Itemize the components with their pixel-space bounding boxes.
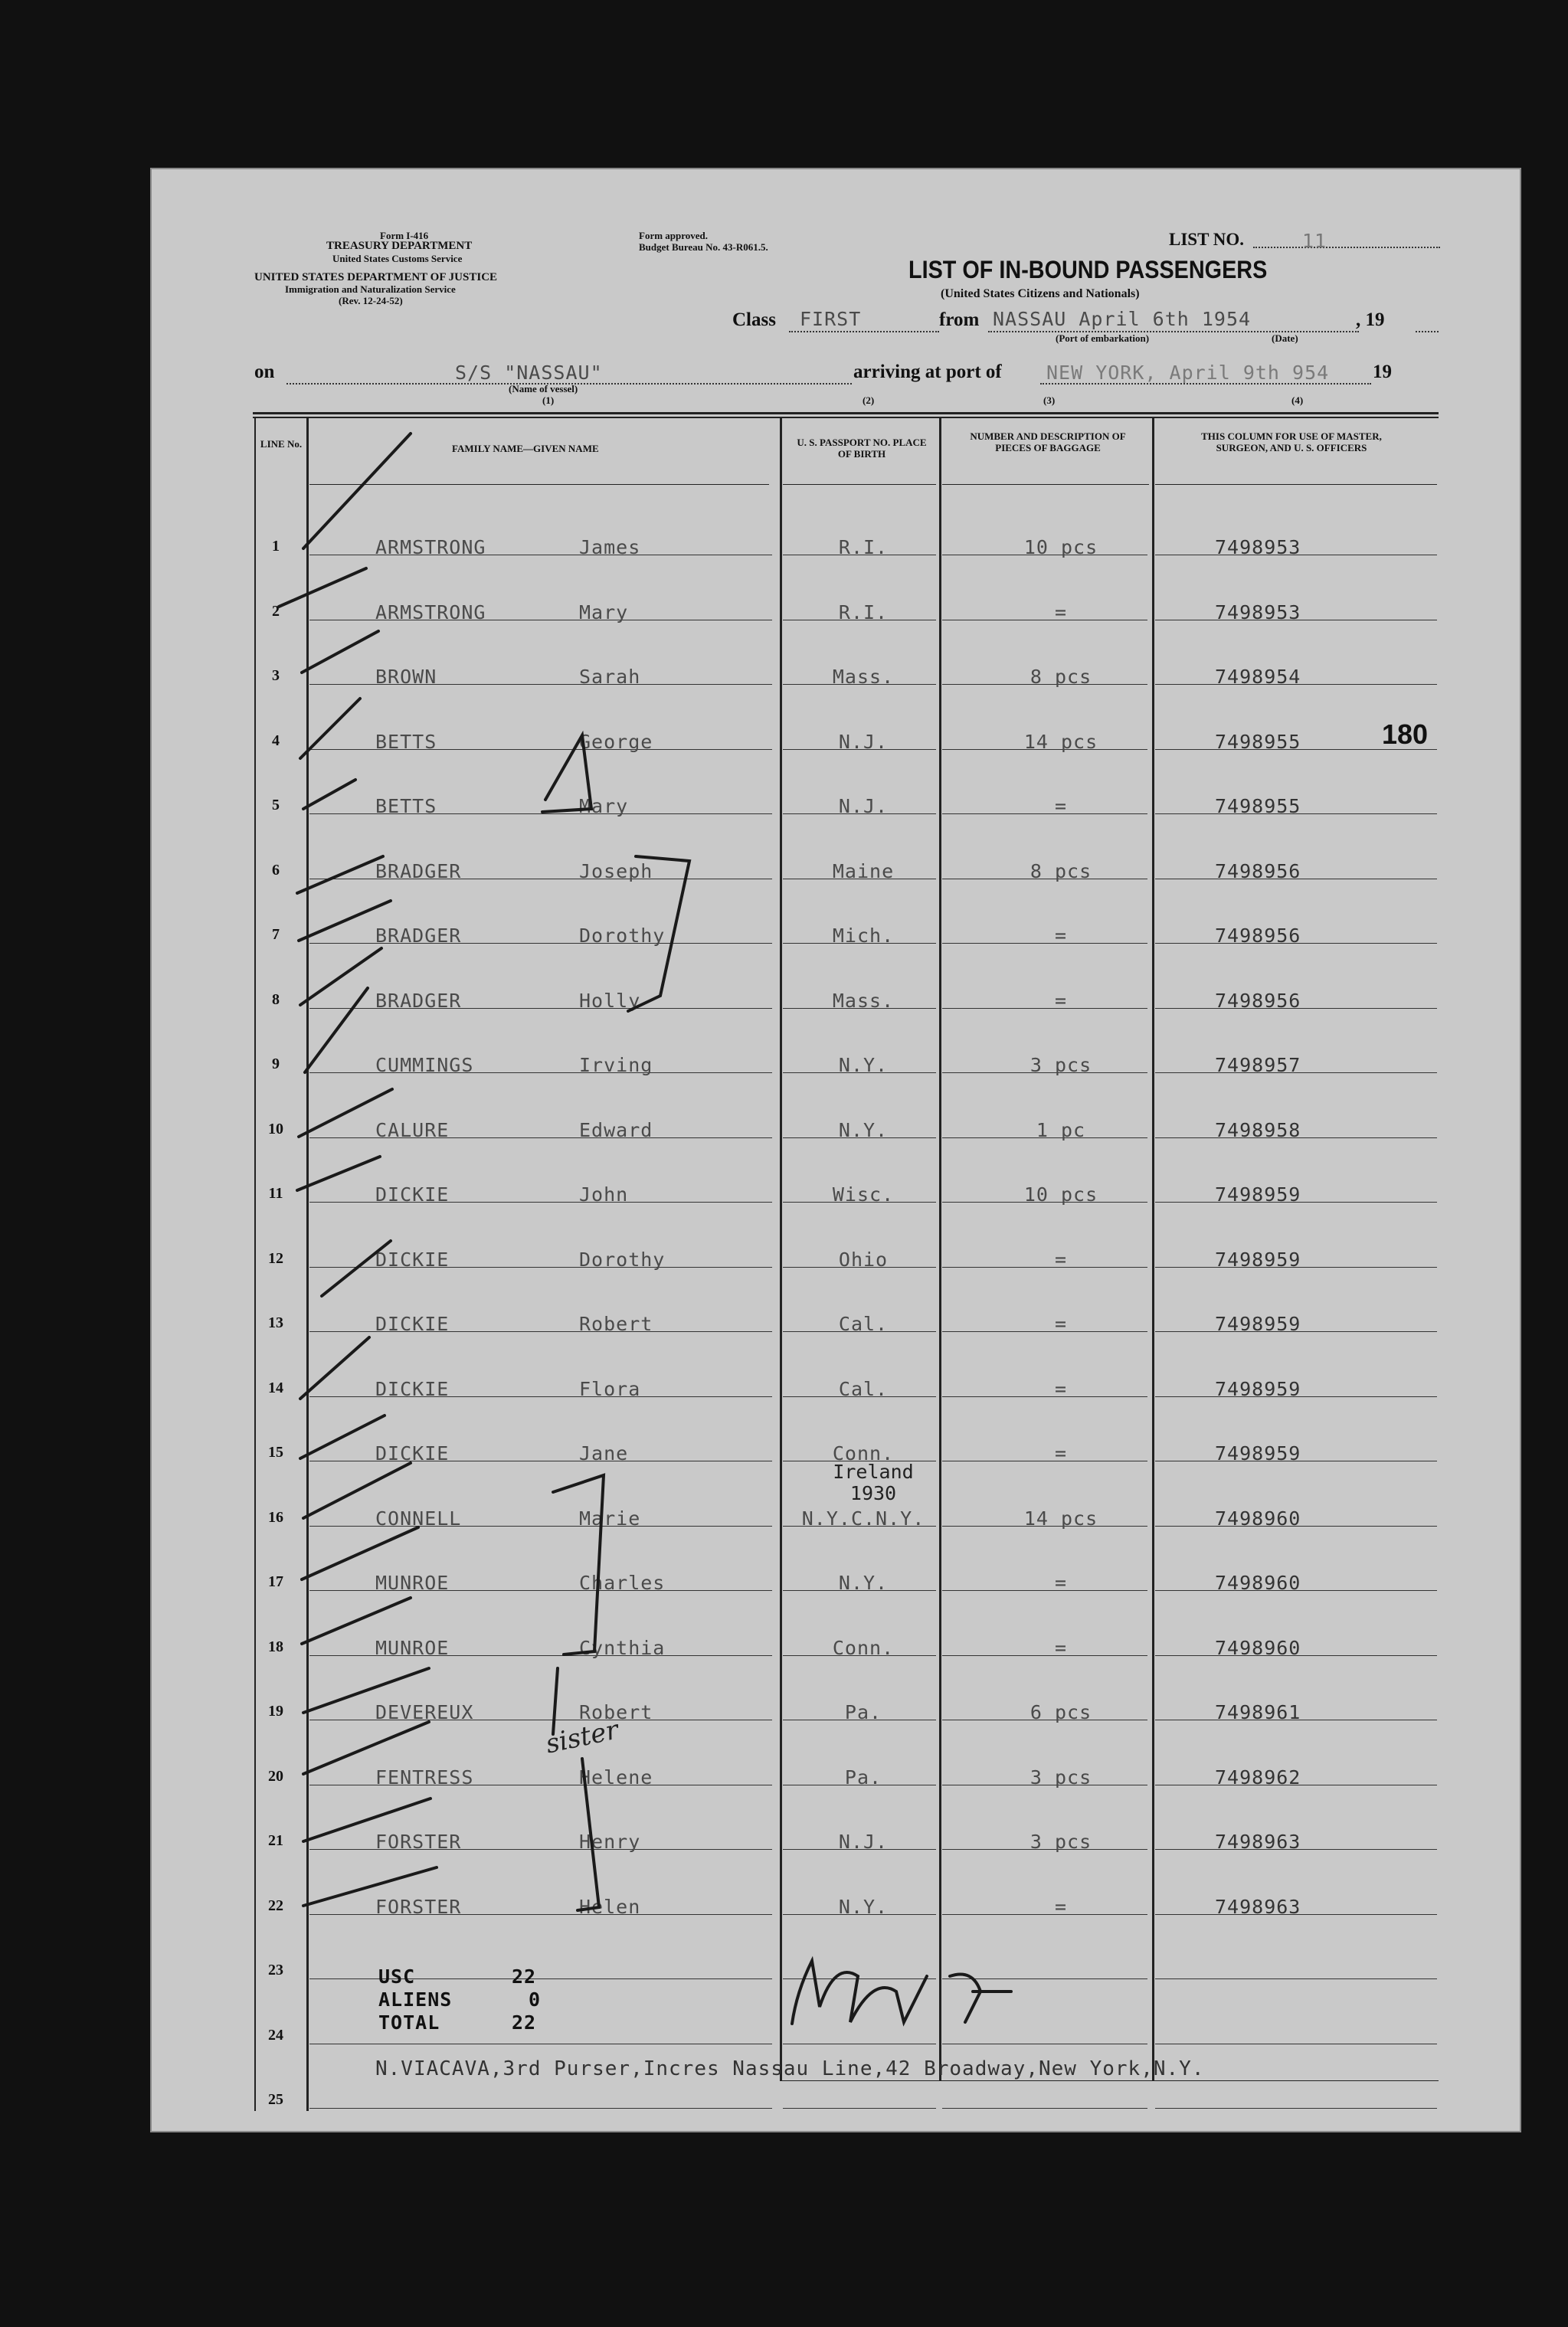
family-name: BRADGER — [375, 860, 462, 882]
treasury-department: TREASURY DEPARTMENT — [326, 240, 473, 252]
baggage-description: = — [1054, 1896, 1068, 1918]
vessel-caption: (Name of vessel) — [509, 383, 578, 394]
line-number: 22 — [268, 1897, 283, 1914]
annotation-country: Ireland — [833, 1461, 914, 1483]
given-name: Robert — [579, 1701, 653, 1723]
place-of-birth: N.Y. — [838, 1572, 889, 1594]
given-name: Marie — [579, 1507, 641, 1530]
family-name: DICKIE — [375, 1442, 450, 1465]
baggage-description: = — [1054, 1637, 1068, 1659]
baggage-description: = — [1054, 1572, 1068, 1594]
line-number: 7 — [272, 926, 280, 943]
line-number: 17 — [268, 1573, 283, 1590]
line-number: 9 — [272, 1055, 280, 1072]
place-of-birth: Conn. — [832, 1637, 895, 1659]
officer-number: 7498959 — [1215, 1378, 1301, 1400]
page-subtitle: (United States Citizens and Nationals) — [941, 287, 1140, 300]
given-name: Holly — [579, 990, 641, 1012]
baggage-description: 3 pcs — [1030, 1766, 1092, 1789]
port-caption: (Port of embarkation) — [1056, 332, 1150, 344]
family-name: BRADGER — [375, 990, 462, 1012]
family-name: FORSTER — [375, 1831, 462, 1853]
line-number: 3 — [272, 667, 280, 684]
place-of-birth: N.Y. — [838, 1054, 889, 1076]
given-name: George — [579, 731, 653, 753]
family-name: DEVEREUX — [375, 1701, 474, 1723]
family-name: MUNROE — [375, 1637, 450, 1659]
family-name: ARMSTRONG — [375, 601, 486, 623]
officer-number: 7498959 — [1215, 1249, 1301, 1271]
on-label: on — [254, 362, 275, 382]
officer-number: 7498963 — [1215, 1831, 1301, 1853]
officer-number: 7498953 — [1215, 536, 1301, 558]
place-of-birth: Pa. — [844, 1766, 882, 1789]
place-of-birth: R.I. — [838, 536, 889, 558]
family-name: CUMMINGS — [375, 1054, 474, 1076]
line-number: 20 — [268, 1768, 283, 1785]
date-caption: (Date) — [1272, 332, 1298, 344]
list-no-value: 11 — [1302, 230, 1327, 252]
baggage-description: = — [1054, 925, 1068, 947]
place-of-birth: N.J. — [838, 1831, 889, 1853]
officer-number: 7498959 — [1215, 1313, 1301, 1335]
col-header-passport: U. S. PASSPORT NO. PLACE OF BIRTH — [797, 437, 927, 460]
given-name: Charles — [579, 1572, 666, 1594]
family-name: BROWN — [375, 666, 437, 688]
given-name: Jane — [579, 1442, 629, 1465]
line-number: 15 — [268, 1444, 283, 1461]
officer-number: 7498957 — [1215, 1054, 1301, 1076]
line-number: 5 — [272, 797, 280, 813]
line-number: 8 — [272, 991, 280, 1008]
place-of-birth: N.J. — [838, 795, 889, 817]
family-name: BRADGER — [375, 925, 462, 947]
officer-number: 7498956 — [1215, 925, 1301, 947]
family-name: DICKIE — [375, 1378, 450, 1400]
col-header-line-no: LINE No. — [260, 438, 303, 450]
given-name: Flora — [579, 1378, 641, 1400]
line-number: 4 — [272, 732, 280, 749]
family-name: BETTS — [375, 731, 437, 753]
line-number: 14 — [268, 1380, 283, 1396]
line-number: 11 — [268, 1185, 283, 1202]
officer-number: 7498956 — [1215, 990, 1301, 1012]
officer-number: 7498958 — [1215, 1119, 1301, 1141]
arrival-year-label: 19 — [1373, 362, 1392, 382]
form-approved: Form approved. — [639, 230, 709, 241]
baggage-description: = — [1054, 1249, 1068, 1271]
line-number: 6 — [272, 862, 280, 879]
given-name: Sarah — [579, 666, 641, 688]
line-number: 21 — [268, 1832, 283, 1849]
place-of-birth: N.Y. — [838, 1896, 889, 1918]
place-of-birth: N.Y. — [838, 1119, 889, 1141]
line-number: 25 — [268, 2091, 283, 2108]
line-number: 16 — [268, 1509, 283, 1526]
officer-number: 7498961 — [1215, 1701, 1301, 1723]
officer-number: 7498959 — [1215, 1442, 1301, 1465]
baggage-description: 6 pcs — [1030, 1701, 1092, 1723]
baggage-description: = — [1054, 1442, 1068, 1465]
family-name: FENTRESS — [375, 1766, 474, 1789]
baggage-description: 14 pcs — [1023, 731, 1098, 753]
handwritten-note-sister: sister — [542, 1714, 621, 1760]
justice-department: UNITED STATES DEPARTMENT OF JUSTICE — [254, 271, 498, 283]
place-of-birth: R.I. — [838, 601, 889, 623]
family-name: CONNELL — [375, 1507, 462, 1530]
given-name: John — [579, 1183, 629, 1206]
side-number: 180 — [1382, 718, 1429, 750]
total-label: TOTAL — [378, 2011, 440, 2034]
col-header-name: FAMILY NAME—GIVEN NAME — [452, 443, 599, 454]
list-no-label: LIST NO. — [1169, 230, 1245, 249]
family-name: DICKIE — [375, 1313, 450, 1335]
budget-bureau: Budget Bureau No. 43-R061.5. — [639, 241, 768, 253]
family-name: MUNROE — [375, 1572, 450, 1594]
officer-number: 7498953 — [1215, 601, 1301, 623]
family-name: BETTS — [375, 795, 437, 817]
line-number: 2 — [272, 603, 280, 620]
place-of-birth: Mass. — [832, 990, 895, 1012]
baggage-description: 10 pcs — [1023, 536, 1098, 558]
family-name: DICKIE — [375, 1183, 450, 1206]
baggage-description: = — [1054, 795, 1068, 817]
arrival-port-date: NEW YORK, April 9th 954 — [1046, 362, 1330, 384]
given-name: Mary — [579, 795, 629, 817]
caption-4: (4) — [1291, 394, 1304, 406]
usc-value: 22 — [512, 1965, 537, 1988]
from-value: NASSAU April 6th 1954 — [993, 308, 1252, 330]
caption-2: (2) — [863, 394, 875, 406]
place-of-birth: Cal. — [838, 1378, 889, 1400]
caption-1: (1) — [542, 394, 555, 406]
line-number: 24 — [268, 2027, 283, 2044]
baggage-description: = — [1054, 601, 1068, 623]
line-number: 10 — [268, 1121, 283, 1137]
given-name: Henry — [579, 1831, 641, 1853]
baggage-description: 8 pcs — [1030, 666, 1092, 688]
line-number: 23 — [268, 1962, 283, 1978]
line-number: 12 — [268, 1250, 283, 1267]
given-name: Dorothy — [579, 1249, 666, 1271]
baggage-description: 8 pcs — [1030, 860, 1092, 882]
place-of-birth: Pa. — [844, 1701, 882, 1723]
customs-service: United States Customs Service — [332, 253, 463, 264]
officer-number: 7498960 — [1215, 1507, 1301, 1530]
baggage-description: = — [1054, 1313, 1068, 1335]
baggage-description: 10 pcs — [1023, 1183, 1098, 1206]
family-name: CALURE — [375, 1119, 450, 1141]
revision-date: (Rev. 12-24-52) — [339, 295, 403, 306]
aliens-label: ALIENS — [378, 1988, 453, 2011]
total-value: 22 — [512, 2011, 537, 2034]
year-label: , 19 — [1356, 309, 1385, 330]
officer-number: 7498954 — [1215, 666, 1301, 688]
family-name: DICKIE — [375, 1249, 450, 1271]
immigration-service: Immigration and Naturalization Service — [285, 283, 456, 295]
officer-number: 7498962 — [1215, 1766, 1301, 1789]
given-name: Mary — [579, 601, 629, 623]
given-name: Irving — [579, 1054, 653, 1076]
aliens-value: 0 — [529, 1988, 542, 2011]
baggage-description: 3 pcs — [1030, 1831, 1092, 1853]
vessel-name: S/S "NASSAU" — [455, 362, 603, 384]
from-label: from — [939, 309, 980, 330]
form-number: Form I-416 — [380, 230, 429, 241]
given-name: Joseph — [579, 860, 653, 882]
given-name: Helen — [579, 1896, 641, 1918]
line-number: 1 — [272, 538, 280, 555]
officer-number: 7498960 — [1215, 1637, 1301, 1659]
line-number: 18 — [268, 1638, 283, 1655]
annotation-year: 1930 — [849, 1482, 897, 1504]
place-of-birth: N.Y.C.N.Y. — [801, 1507, 925, 1530]
place-of-birth: Maine — [832, 860, 895, 882]
baggage-description: = — [1054, 1378, 1068, 1400]
page-title: LIST OF IN-BOUND PASSENGERS — [908, 256, 1268, 283]
officer-number: 7498963 — [1215, 1896, 1301, 1918]
officer-number: 7498959 — [1215, 1183, 1301, 1206]
place-of-birth: Mich. — [832, 925, 895, 947]
place-of-birth: Ohio — [838, 1249, 889, 1271]
purser-line: N.VIACAVA,3rd Purser,Incres Nassau Line,42 Broadway,New York,N.Y. — [375, 2057, 1205, 2080]
given-name: Robert — [579, 1313, 653, 1335]
given-name: Dorothy — [579, 925, 666, 947]
given-name: Helene — [579, 1766, 653, 1789]
baggage-description: = — [1054, 990, 1068, 1012]
place-of-birth: Cal. — [838, 1313, 889, 1335]
line-number: 19 — [268, 1703, 283, 1720]
class-value: FIRST — [800, 308, 862, 330]
caption-3: (3) — [1043, 394, 1056, 406]
col-header-officers: THIS COLUMN FOR USE OF MASTER, SURGEON, AND U. S. OFFICERS — [1201, 430, 1382, 453]
given-name: Cynthia — [579, 1637, 666, 1659]
line-number: 13 — [268, 1314, 283, 1331]
arriving-label: arriving at port of — [853, 362, 1002, 382]
usc-label: USC — [378, 1965, 416, 1988]
baggage-description: 1 pc — [1036, 1119, 1086, 1141]
given-name: Edward — [579, 1119, 653, 1141]
officer-number: 7498955 — [1215, 731, 1301, 753]
class-label: Class — [732, 309, 776, 330]
baggage-description: 3 pcs — [1030, 1054, 1092, 1076]
col-header-baggage: NUMBER AND DESCRIPTION OF PIECES OF BAGGAGE — [970, 430, 1126, 453]
baggage-description: 14 pcs — [1023, 1507, 1098, 1530]
officer-number: 7498955 — [1215, 795, 1301, 817]
given-name: James — [579, 536, 641, 558]
family-name: ARMSTRONG — [375, 536, 486, 558]
place-of-birth: Mass. — [832, 666, 895, 688]
place-of-birth: Conn. — [832, 1442, 895, 1465]
family-name: FORSTER — [375, 1896, 462, 1918]
place-of-birth: N.J. — [838, 731, 889, 753]
place-of-birth: Wisc. — [832, 1183, 895, 1206]
officer-number: 7498960 — [1215, 1572, 1301, 1594]
officer-number: 7498956 — [1215, 860, 1301, 882]
